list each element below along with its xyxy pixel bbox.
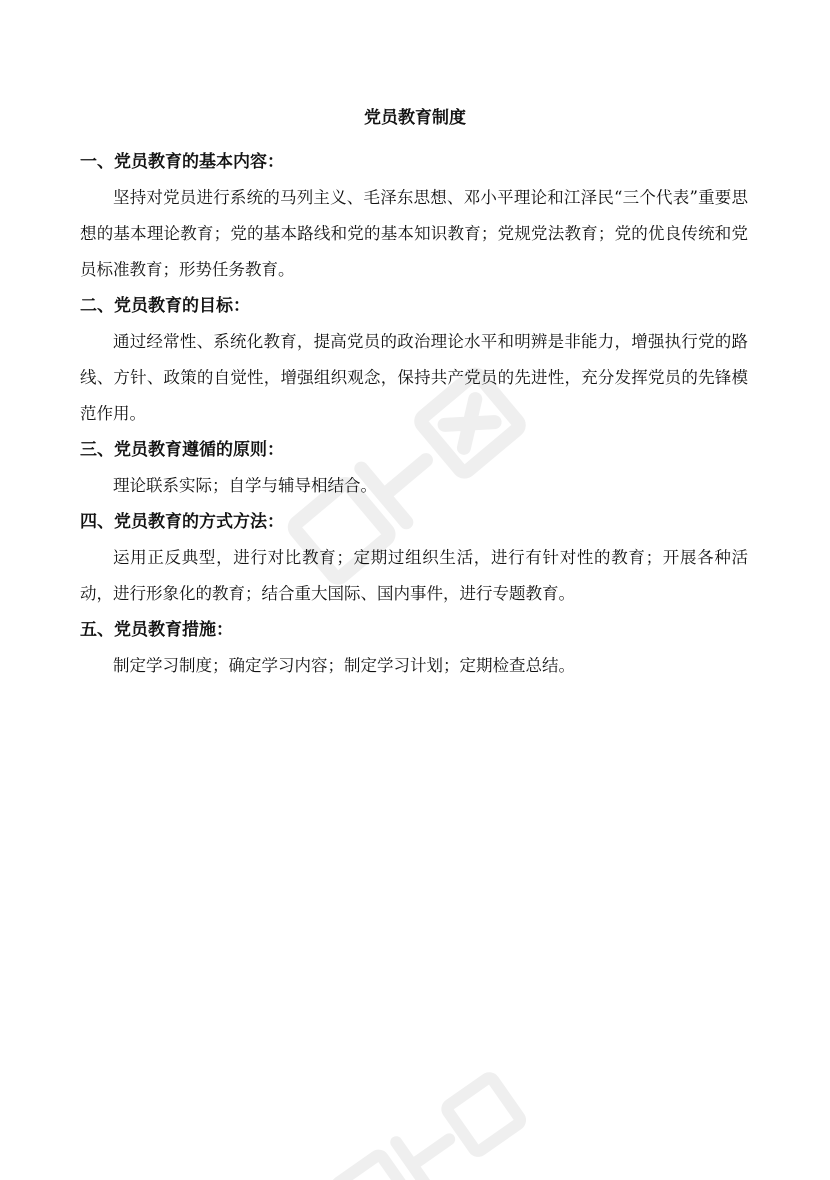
document-body xyxy=(80,144,748,684)
section-paragraph: 通过经常性、系统化教育，提高党员的政治理论水平和明辨是非能力，增强执行党的路线、方针、政策的自觉性，增强组织观念，保持共产党员的先进性，充分发挥党员的先锋模范作用。 xyxy=(80,332,748,423)
section-paragraph: 坚持对党员进行系统的马列主义、毛泽东思想、邓小平理论和江泽民“三个代表”重要思想的基本理论教育；党的基本路线和党的基本知识教育；党规党法教育；党的优良传统和党员标准教育；形势任务教育。 xyxy=(80,188,748,279)
section-heading: 五、党员教育措施： xyxy=(80,620,233,640)
section-paragraph: 制定学习制度；确定学习内容；制定学习计划；定期检查总结。 xyxy=(113,656,575,675)
section-paragraph: 运用正反典型，进行对比教育；定期过组织生活，进行有针对性的教育；开展各种活动，进行形象化的教育；结合重大国际、国内事件，进行专题教育。 xyxy=(80,548,748,603)
section-heading: 一、党员教育的基本内容： xyxy=(80,152,284,172)
section-paragraph: 理论联系实际；自学与辅导相结合。 xyxy=(113,476,377,495)
section-principles xyxy=(80,432,748,504)
section-heading: 四、党员教育的方式方法： xyxy=(80,512,284,532)
section-goals xyxy=(80,288,748,432)
watermark-graphic-bottom xyxy=(310,1070,530,1180)
section-basic-content xyxy=(80,144,748,288)
section-heading: 二、党员教育的目标： xyxy=(80,296,250,316)
section-measures xyxy=(80,612,748,684)
document-title: 党员教育制度 xyxy=(364,108,466,128)
section-methods xyxy=(80,504,748,612)
section-heading: 三、党员教育遵循的原则： xyxy=(80,440,284,460)
